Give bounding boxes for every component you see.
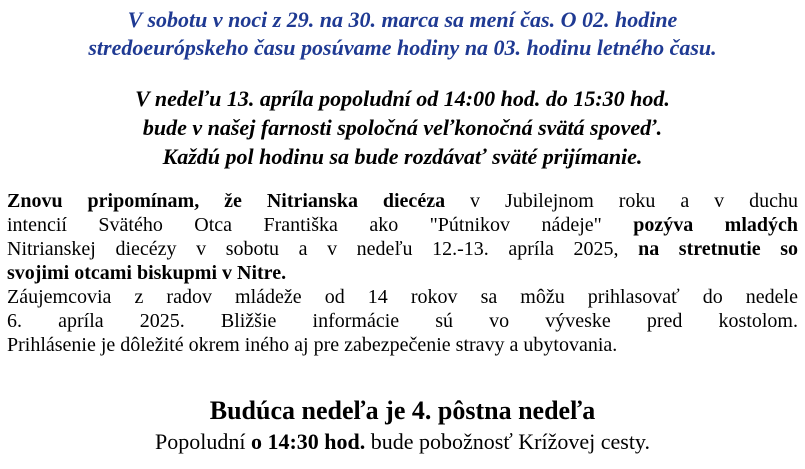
confession-line-3: Každú pol hodinu sa bude rozdávať sväté prijímanie. [162,144,643,169]
youth-line-6: 6. apríla 2025. Bližšie informácie sú vo vývеske pred kostolom. [7,310,798,332]
youth-line-1-bold: Znovu pripomínam, že Nitrianska diecéza [7,190,446,212]
youth-line-2 [7,213,798,237]
time-change-notice [0,6,805,62]
confession-line-1: V nedeľu 13. apríla popoludní od 14:00 hod. do 15:30 hod. [135,86,670,111]
youth-line-4 [7,261,798,285]
youth-line-2-text: intencií Svätého Otca Františka ako "Pútnikov nádeje" [7,214,634,236]
youth-line-4-bold: svojimi otcami biskupmi v Nitre. [7,262,287,284]
youth-line-1 [7,189,798,213]
stations-suffix: bude pobožnosť Krížovej cesty. [365,429,650,454]
youth-meeting-notice [7,189,798,357]
confession-line-2: bude v našej farnosti spoločná veľkonočná svätá spoveď. [142,115,663,140]
youth-line-3-text: Nitrianskej diecézy v sobotu a v nedeľu 12.-13. apríla 2025, [7,238,639,260]
youth-line-5: Záujemcovia z radov mládeže od 14 rokov sa môžu prihlasovať do nedele [7,286,798,308]
youth-line-3 [7,237,798,261]
stations-of-cross-line [0,428,805,456]
youth-line-1-text: v Jubilejnom roku a v duchu [445,190,798,212]
time-change-line-1: V sobotu v noci z 29. na 30. marca sa mení čas. O 02. hodine [127,7,678,32]
stations-time: o 14:30 hod. [250,429,366,454]
time-change-line-2: stredoeurópskeho času posúvame hodiny na 03. hodinu letného času. [88,35,717,60]
youth-line-3-bold: na stretnutie so [638,238,798,260]
next-sunday-heading: Budúca nedeľa je 4. pôstna nedeľa [209,396,596,425]
youth-line-2-bold: pozýva mladých [633,214,799,236]
stations-prefix: Popoludní [155,429,251,454]
confession-notice [0,84,805,171]
youth-line-7: Prihlásenie je dôležité okrem iného aj pre zabezpečenie stravy a ubytovania. [7,334,618,356]
